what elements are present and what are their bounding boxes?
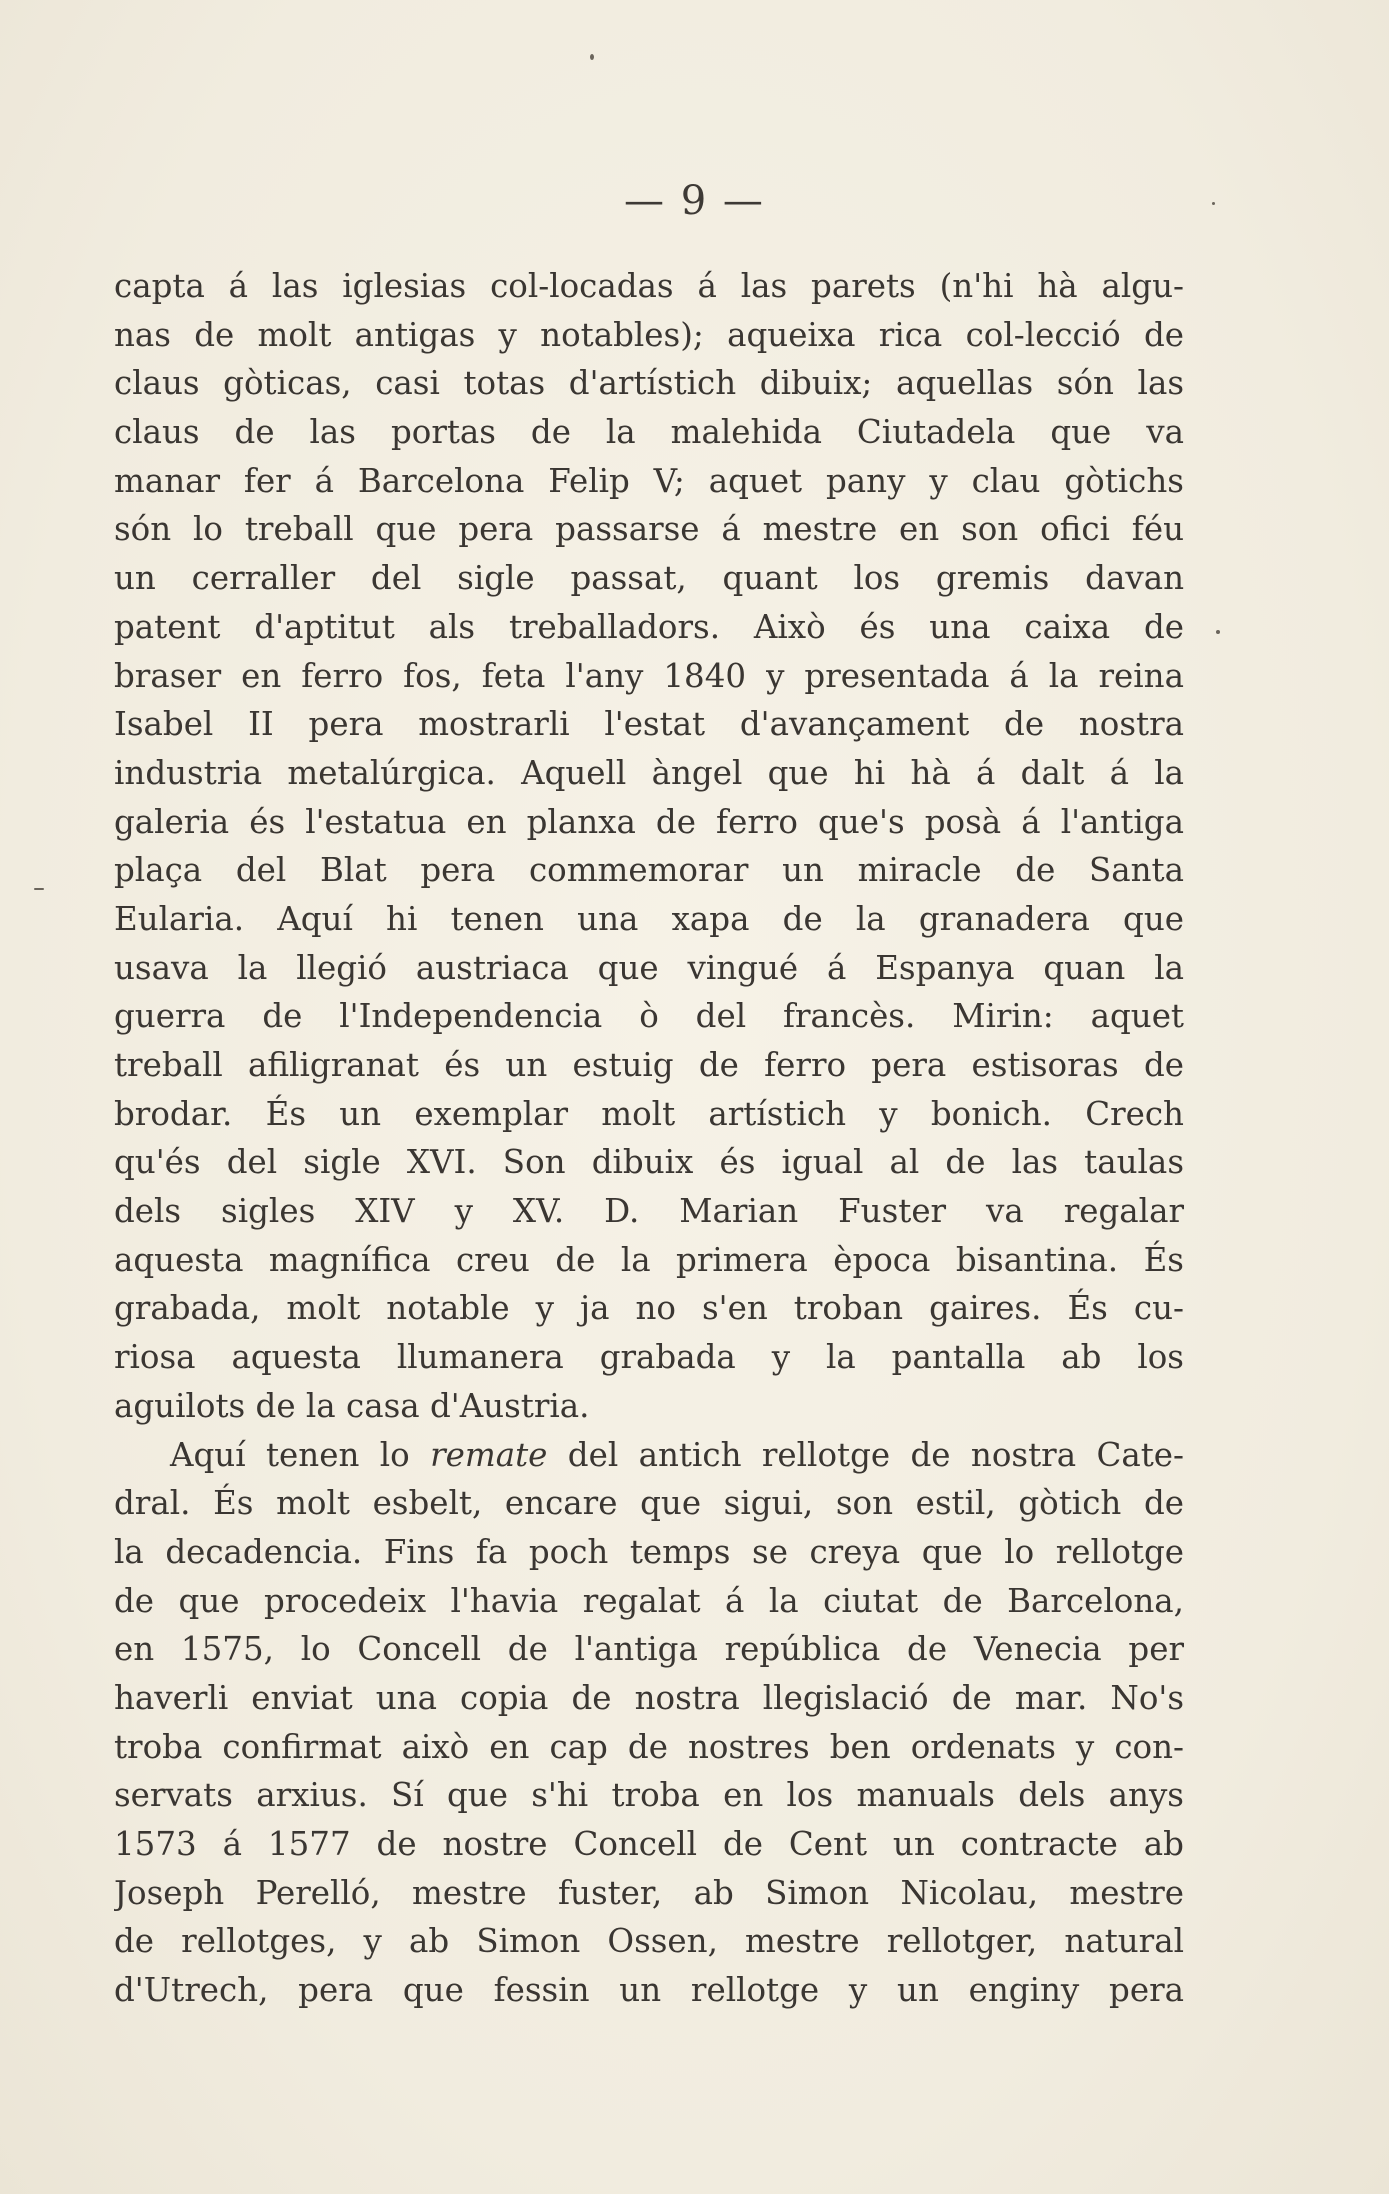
- text-line: aquesta magnífica creu de la primera època bisantina. És: [114, 1240, 1184, 1279]
- text-line: guerra de l'Independencia ò del francès. Mirin: aquet: [114, 997, 1184, 1036]
- text-line: de rellotges, y ab Simon Ossen, mestre rellotger, natural: [114, 1922, 1184, 1961]
- text-line: d'Utrech, pera que fessin un rellotge y un enginy pera: [114, 1971, 1184, 2010]
- text-line: troba confirmat això en cap de nostres ben ordenats y con-: [114, 1727, 1184, 1766]
- text-line: treball afiligranat és un estuig de ferro pera estisoras de: [114, 1046, 1184, 1084]
- text-line: capta á las iglesias col-locadas á las parets (n'hi hà algu-: [114, 267, 1184, 305]
- text-line: dral. És molt esbelt, encare que sigui, son estil, gòtich de: [114, 1484, 1184, 1523]
- paragraph-start-line: [114, 1431, 1184, 1480]
- body-text: [114, 262, 1184, 2015]
- text-line: industria metalúrgica. Aquell àngel que hi hà á dalt á la: [114, 753, 1184, 792]
- text-line: de que procedeix l'havia regalat á la ciutat de Barcelona,: [114, 1581, 1184, 1620]
- text-line: nas de molt antigas y notables); aqueixa rica col-lecció de: [114, 315, 1184, 354]
- text-line: en 1575, lo Concell de l'antiga república de Venecia per: [114, 1630, 1184, 1669]
- text-line: braser en ferro fos, feta l'any 1840 y presentada á la reina: [114, 656, 1184, 695]
- text-line: són lo treball que pera passarse á mestre en son ofici féu: [114, 510, 1184, 549]
- italic-term: remate: [430, 1435, 548, 1474]
- text-line: plaça del Blat pera commemorar un miracle de Santa: [114, 851, 1184, 890]
- text-line: haverli enviat una copia de nostra llegislació de mar. No's: [114, 1678, 1184, 1717]
- text-line: Joseph Perelló, mestre fuster, ab Simon Nicolau, mestre: [114, 1873, 1184, 1912]
- text-line: patent d'aptitut als treballadors. Això és una caixa de: [114, 607, 1184, 646]
- text-line: claus gòticas, casi totas d'artístich dibuix; aquellas són las: [114, 364, 1184, 403]
- text-line: servats arxius. Sí que s'hi troba en los manuals dels anys: [114, 1776, 1184, 1815]
- text-run: Aquí tenen lo: [170, 1435, 431, 1474]
- text-line: dels sigles XIV y XV. D. Marian Fuster va regalar: [114, 1192, 1184, 1231]
- text-line: qu'és del sigle XVI. Son dibuix és igual al de las taulas: [114, 1143, 1184, 1182]
- text-line: Isabel II pera mostrarli l'estat d'avançament de nostra: [114, 705, 1184, 744]
- paper-speck: [34, 888, 44, 890]
- text-run: del antich rellotge de nostra Cate-: [547, 1435, 1184, 1474]
- text-line: un cerraller del sigle passat, quant los gremis davan: [114, 559, 1184, 598]
- text-line: galeria és l'estatua en planxa de ferro que's posà á l'antiga: [114, 802, 1184, 841]
- text-line: Eularia. Aquí hi tenen una xapa de la granadera que: [114, 899, 1184, 938]
- text-line: 1573 á 1577 de nostre Concell de Cent un contracte ab: [114, 1825, 1184, 1863]
- text-line: la decadencia. Fins fa poch temps se creya que lo rellotge: [114, 1532, 1184, 1571]
- paper-speck: [1216, 630, 1220, 634]
- paper-speck: [590, 54, 594, 60]
- text-line: usava la llegió austriaca que vingué á Espanya quan la: [114, 948, 1184, 987]
- text-line: grabada, molt notable y ja no s'en troban gaires. És cu-: [114, 1289, 1184, 1328]
- page-number: — 9 —: [624, 178, 765, 224]
- text-line: manar fer á Barcelona Felip V; aquet pany y clau gòtichs: [114, 461, 1184, 500]
- text-line: brodar. És un exemplar molt artístich y bonich. Crech: [114, 1094, 1184, 1133]
- text-line: riosa aquesta llumanera grabada y la pantalla ab los: [114, 1338, 1184, 1377]
- paragraph-end-line: aguilots de la casa d'Austria.: [114, 1386, 590, 1425]
- text-line: claus de las portas de la malehida Ciutadela que va: [114, 413, 1184, 452]
